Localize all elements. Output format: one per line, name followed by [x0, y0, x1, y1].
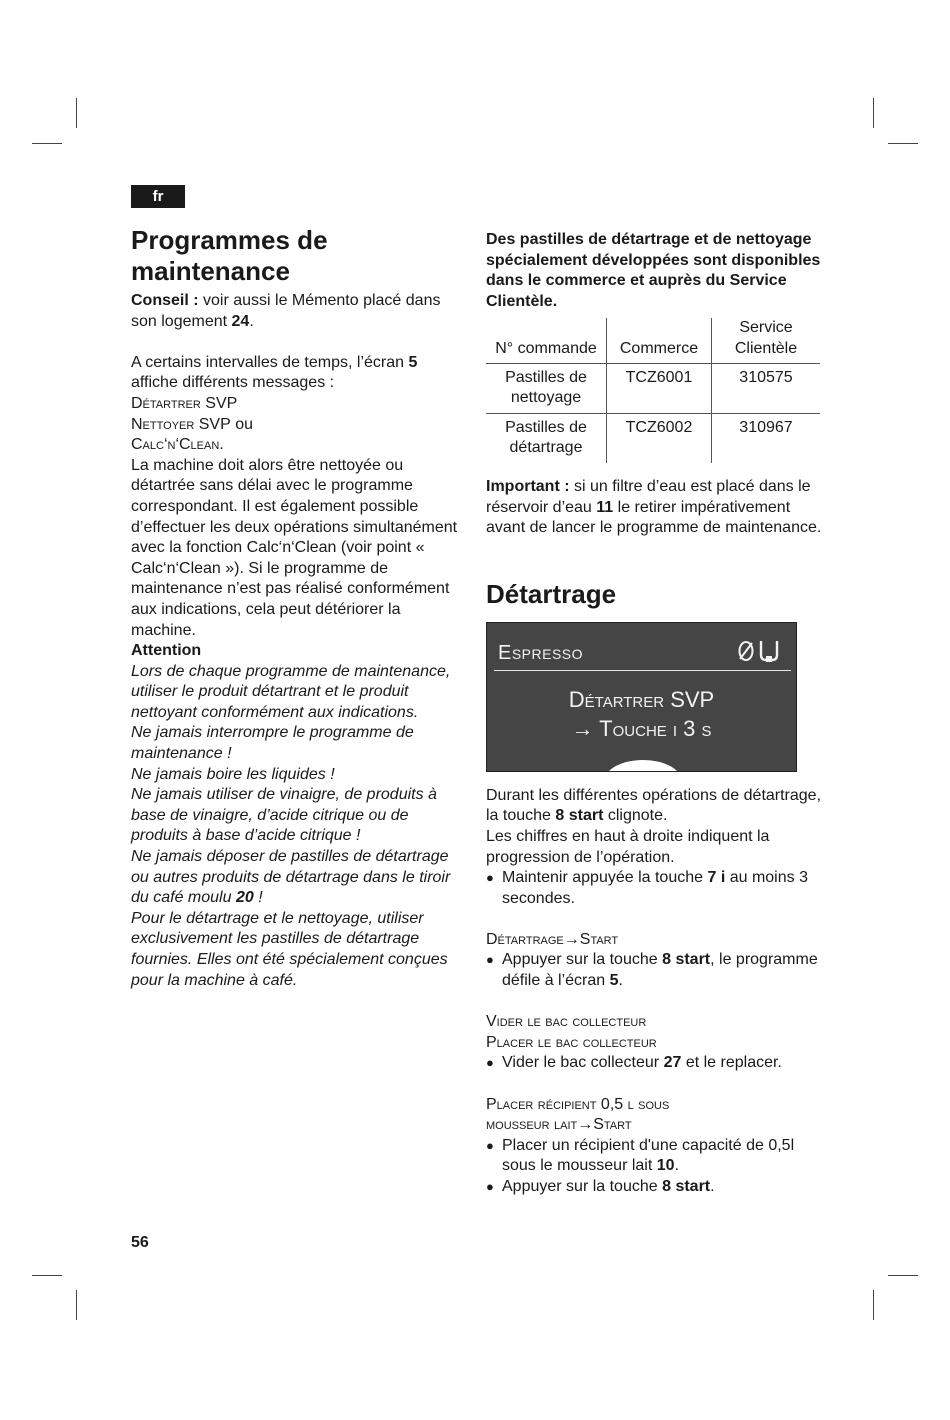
- bullet-2-end: .: [618, 972, 623, 990]
- display-line-1: Détartrer SVP: [568, 686, 715, 712]
- bullet-5-text-a: Appuyer sur la touche: [502, 1178, 663, 1195]
- table-cell: 310575: [739, 368, 793, 386]
- crop-mark: [888, 1275, 918, 1276]
- table-cell: Pastilles de détartrage: [486, 413, 607, 463]
- display-title: Espresso: [498, 641, 584, 664]
- bullet-1-text-b: au moins 3 secondes.: [502, 869, 808, 907]
- conseil-ref: 24: [231, 312, 250, 330]
- bullet-1-ref: 7 i: [707, 869, 726, 887]
- attention-item-3: Ne jamais boire les liquides !: [131, 765, 335, 783]
- bullet-3-ref: 27: [663, 1054, 682, 1072]
- bullet-item: [486, 1053, 826, 1074]
- attention-item-5-ref: 20: [235, 889, 254, 907]
- important-text-a: si un filtre d’eau est placé dans le réservoir d’eau: [486, 477, 811, 516]
- table-cell: TCZ6002: [607, 413, 712, 463]
- conseil-paragraph: [131, 291, 466, 332]
- important-label: Important :: [486, 477, 570, 495]
- crop-mark: [76, 98, 77, 128]
- section-title-descaling: Détartrage: [486, 578, 617, 609]
- bullet-5-end: .: [710, 1178, 715, 1195]
- tablets-intro-text: Des pastilles de détartrage et de nettoyage spécialement développées sont disponibles dans le commerce et auprès du Service Clientèle.: [486, 231, 821, 310]
- attention-item-2: Ne jamais interrompre le programme de maintenance !: [131, 724, 414, 763]
- progress-paragraph-1: [486, 786, 826, 827]
- page-number: 56: [131, 1234, 149, 1251]
- p1-text-b: clignote.: [603, 807, 668, 825]
- intro-paragraph: [131, 353, 466, 394]
- display-message-2-row: [131, 415, 466, 436]
- bullet-2-ref2: 5: [609, 972, 619, 990]
- important-ref: 11: [596, 498, 614, 516]
- bullet-3-text-a: Vider le bac collecteur: [502, 1054, 664, 1072]
- table-cell: TCZ6001: [607, 363, 712, 413]
- table-header: Service Clientèle: [734, 319, 798, 357]
- display-step-empty-tray: Vider le bac collecteur: [486, 1013, 647, 1031]
- attention-item-1: Lors de chaque programme de maintenance, utiliser le produit détartrant et le produit nettoyant conformément aux indications.: [131, 662, 451, 721]
- table-cell: Pastilles de nettoyage: [486, 363, 607, 413]
- attention-item-5-end: !: [253, 889, 263, 907]
- order-number-table: [486, 318, 820, 463]
- display-message-3: Calc‘n‘Clean.: [131, 436, 224, 454]
- attention-item-4: Ne jamais utiliser de vinaigre, de produits à base de vinaigre, d’acide citrique ou de produits à base d’acide citrique !: [131, 786, 437, 845]
- bullet-item: [486, 868, 826, 909]
- attention-label: [131, 641, 466, 662]
- bullet-item: [486, 950, 826, 991]
- intro-text-b: affiche différents messages :: [131, 374, 335, 392]
- attention-heading: Attention: [131, 642, 202, 660]
- display-message-2-suffix: ou: [230, 415, 254, 433]
- bullet-item: [486, 1177, 826, 1198]
- display-step-place-container: Placer récipient 0,5 l sous: [486, 1095, 670, 1113]
- bullet-2-text-a: Appuyer sur la touche: [502, 951, 663, 969]
- attention-item-5-text: Ne jamais déposer de pastilles de détartrage ou autres produits de détartrage dans le tiroir du café moulu: [131, 848, 451, 907]
- p1-text-a: Durant les différentes opérations de détartrage, la touche: [486, 786, 822, 825]
- p1-ref: 8 start: [555, 807, 604, 825]
- bullet-1-text-a: Maintenir appuyée la touche: [502, 869, 708, 887]
- intro-text-a: A certains intervalles de temps, l’écran: [131, 353, 409, 371]
- attention-item-5: [131, 847, 466, 909]
- table-header: Commerce: [607, 318, 712, 363]
- display-step-place-tray: Placer le bac collecteur: [486, 1033, 657, 1051]
- display-status-icons: [736, 637, 784, 665]
- attention-item-6: Pour le détartrage et le nettoyage, utiliser exclusivement les pastilles de détartrage fournies. Elles ont été spécialement conçues pour la machine à café.: [131, 909, 448, 989]
- table-header: N° commande: [486, 318, 607, 363]
- body-paragraph: La machine doit alors être nettoyée ou détartrée sans délai avec le programme correspondant. Il est également possible d’effectuer les deux opérations simultanément avec la fonction Calc‘n‘Clean (voir point « Calc‘n‘Clean »). Si le programme de maintenance n’est pas réalisé conformément aux indications, cela peut détériorer la machine.: [131, 456, 458, 639]
- important-text-b: le retirer impérativement avant de lancer le programme de maintenance.: [486, 498, 822, 537]
- conseil-end: .: [249, 312, 254, 330]
- display-message-1: Détartrer SVP: [131, 394, 238, 412]
- section-title-maintenance: Programmes de maintenance: [131, 225, 328, 286]
- display-step-frother-start: mousseur lait→Start: [486, 1116, 632, 1134]
- display-message-2: Nettoyer SVP: [131, 415, 231, 433]
- conseil-text: voir aussi le Mémento placé dans son logement: [131, 292, 441, 330]
- descale-cup-icon: [736, 637, 784, 665]
- progress-paragraph-2: Les chiffres en haut à droite indiquent la progression de l’opération.: [486, 827, 770, 866]
- display-knob-cutout: [605, 760, 681, 772]
- bullet-5-ref: 8 start: [662, 1178, 711, 1195]
- bullet-4-ref: 10: [656, 1157, 675, 1175]
- table-header-row: [486, 318, 820, 363]
- crop-mark: [888, 143, 918, 144]
- machine-display: [486, 622, 797, 772]
- crop-mark: [873, 1290, 874, 1320]
- bullet-3-text-b: et le replacer.: [681, 1054, 782, 1072]
- display-step-descale-start: Détartrage→Start: [486, 930, 619, 948]
- crop-mark: [32, 1275, 62, 1276]
- table-row: [486, 363, 820, 413]
- intro-ref: 5: [408, 353, 418, 371]
- table-cell: 310967: [739, 418, 793, 436]
- conseil-label: Conseil :: [131, 292, 199, 309]
- crop-mark: [76, 1290, 77, 1320]
- crop-mark: [32, 143, 62, 144]
- bullet-2-text-b: , le programme défile à l’écran: [502, 951, 818, 990]
- tablets-intro: [486, 230, 826, 312]
- right-column: [486, 230, 826, 1198]
- crop-mark: [873, 98, 874, 128]
- important-paragraph: [486, 477, 826, 539]
- bullet-2-ref: 8 start: [662, 951, 711, 969]
- left-column: [131, 225, 466, 991]
- bullet-item: [486, 1136, 826, 1177]
- table-row: [486, 413, 820, 463]
- display-divider: [494, 670, 791, 671]
- language-tag: fr: [131, 185, 185, 208]
- display-line-2: → Touche i 3 s: [571, 715, 712, 741]
- bullet-4-text-a: Placer un récipient d'une capacité de 0,5l sous le mousseur lait: [502, 1136, 795, 1175]
- bullet-4-end: .: [674, 1157, 679, 1175]
